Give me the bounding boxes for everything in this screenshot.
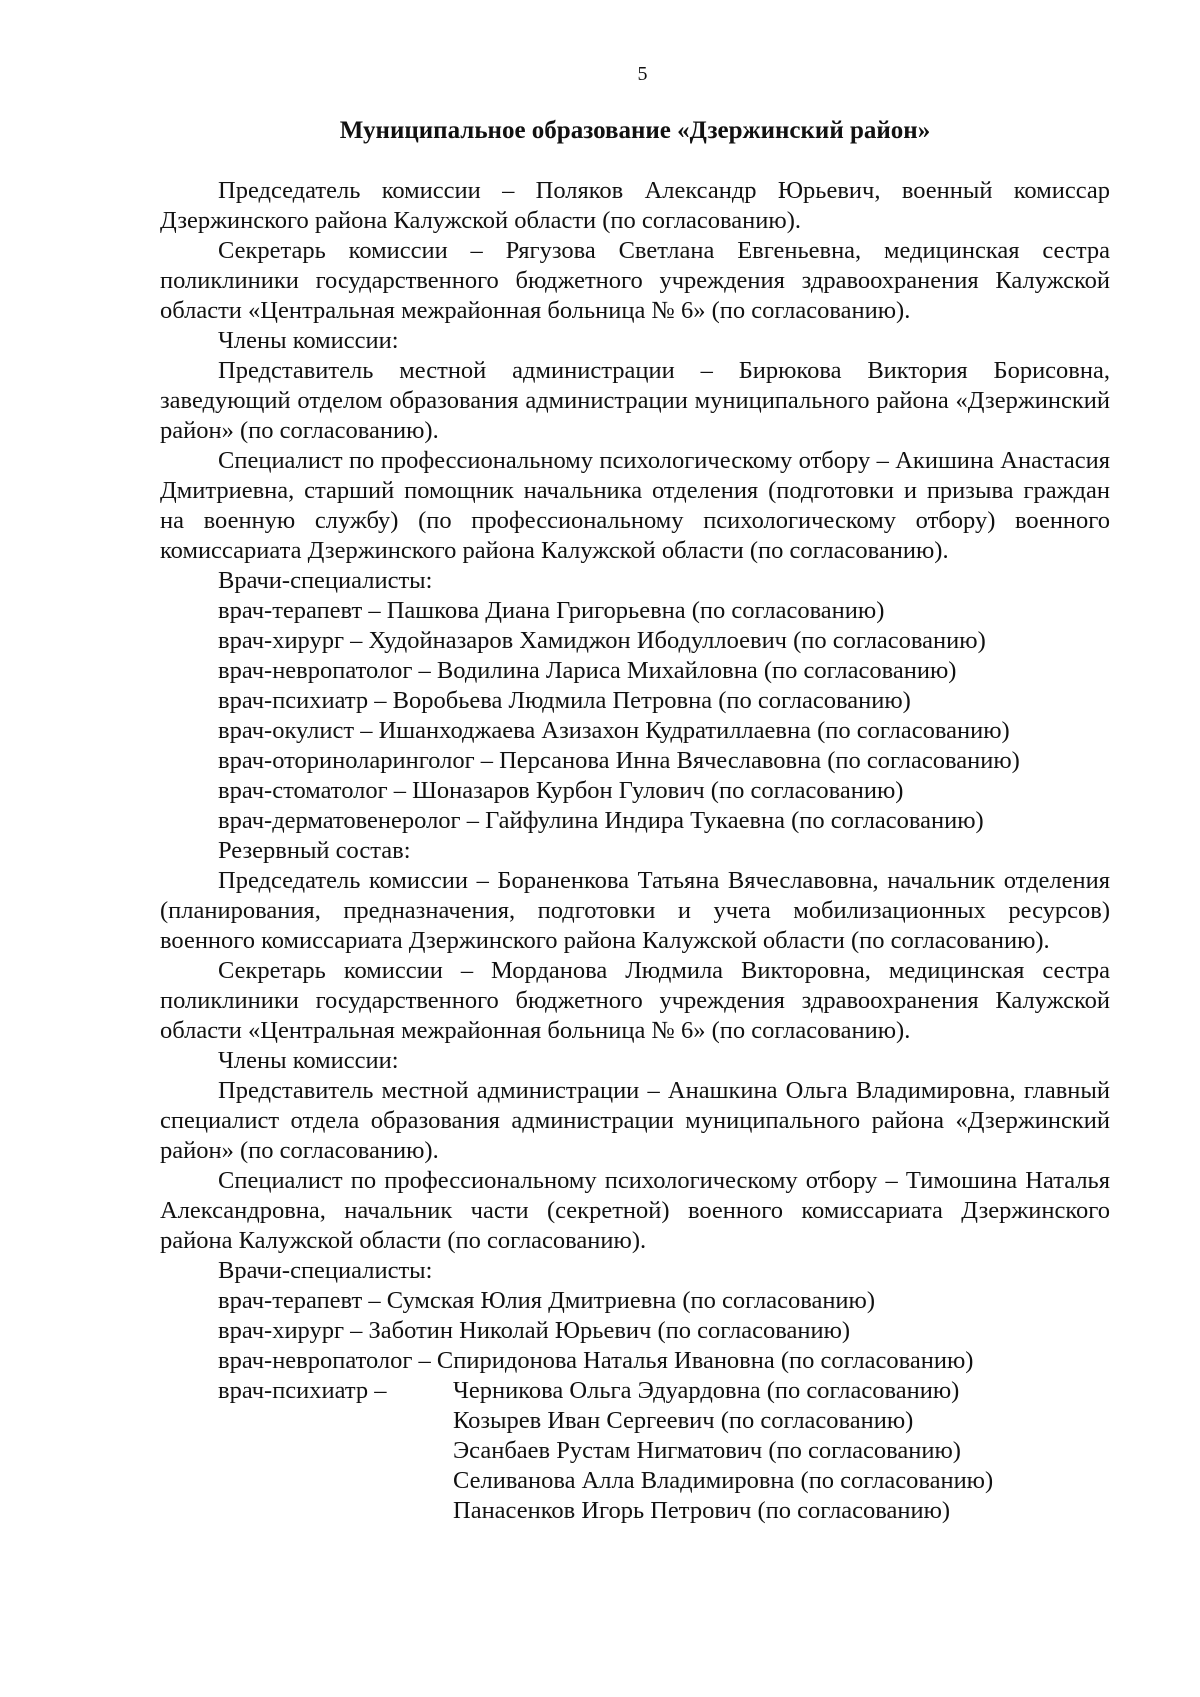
- reserve-members-label: Члены комиссии:: [218, 1047, 399, 1074]
- chairman-paragraph: Председатель комиссии – Поляков Александр Юрьевич, военный комиссар Дзержинского района Калужской области (по согласованию).: [160, 177, 1110, 234]
- reserve-doctors-list: [160, 1286, 1110, 1376]
- list-item: Панасенков Игорь Петрович (по согласованию): [453, 1497, 951, 1524]
- section-title: Муниципальное образование «Дзержинский район»: [339, 117, 931, 144]
- list-item: Селиванова Алла Владимировна (по согласованию): [453, 1467, 994, 1494]
- list-item: Черникова Ольга Эдуардовна (по согласованию): [453, 1377, 960, 1404]
- list-item: врач-невропатолог – Водилина Лариса Михайловна (по согласованию): [218, 657, 957, 684]
- psychology-specialist-paragraph: Специалист по профессиональному психологическому отбору – Акишина Анастасия Дмитриевна, старший помощник начальника отделения (подготовки и призыва граждан на военную службу) (по профессиональному психологическому отбору) военного комиссариата Дзержинского района Калужской области (по согласованию).: [160, 447, 1110, 564]
- list-item: врач-терапевт – Сумская Юлия Дмитриевна (по согласованию): [218, 1287, 876, 1314]
- page-number: 5: [637, 63, 648, 85]
- secretary-paragraph: Секретарь комиссии – Рягузова Светлана Евгеньевна, медицинская сестра поликлиники государственного бюджетного учреждения здравоохранения Калужской области «Центральная межрайонная больница № 6» (по согласованию).: [160, 237, 1110, 324]
- list-item: врач-хирург – Худойназаров Хамиджон Ибодуллоевич (по согласованию): [218, 627, 986, 654]
- list-item: Эсанбаев Рустам Нигматович (по согласованию): [453, 1437, 961, 1464]
- members-label: Члены комиссии:: [218, 327, 399, 354]
- doctors-list: [160, 596, 1110, 836]
- list-item: врач-стоматолог – Шоназаров Курбон Гулович (по согласованию): [218, 777, 904, 804]
- list-item: врач-дерматовенеролог – Гайфулина Индира Тукаевна (по согласованию): [218, 807, 984, 834]
- doctors-label: Врачи-специалисты:: [218, 567, 433, 594]
- document-page: [160, 62, 1110, 1526]
- list-item: врач-хирург – Заботин Николай Юрьевич (по согласованию): [218, 1317, 851, 1344]
- admin-representative-paragraph: Представитель местной администрации – Бирюкова Виктория Борисовна, заведующий отделом образования администрации муниципального района «Дзержинский район» (по согласованию).: [160, 357, 1110, 444]
- psychiatrist-label: врач-психиатр –: [218, 1377, 387, 1404]
- reserve-psychology-specialist-paragraph: Специалист по профессиональному психологическому отбору – Тимошина Наталья Александровна, начальник части (секретной) военного комиссариата Дзержинского района Калужской области (по согласованию).: [160, 1167, 1110, 1254]
- list-item: врач-окулист – Ишанходжаева Азизахон Кудратиллаевна (по согласованию): [218, 717, 1010, 744]
- psychiatrist-row: [160, 1376, 1110, 1406]
- list-item: врач-невропатолог – Спиридонова Наталья Ивановна (по согласованию): [218, 1347, 974, 1374]
- reserve-admin-representative-paragraph: Представитель местной администрации – Анашкина Ольга Владимировна, главный специалист отдела образования администрации муниципального района «Дзержинский район» (по согласованию).: [160, 1077, 1110, 1164]
- list-item: врач-оториноларинголог – Персанова Инна Вячеславовна (по согласованию): [218, 747, 1020, 774]
- list-item: Козырев Иван Сергеевич (по согласованию): [453, 1407, 914, 1434]
- reserve-secretary-paragraph: Секретарь комиссии – Морданова Людмила Викторовна, медицинская сестра поликлиники государственного бюджетного учреждения здравоохранения Калужской области «Центральная межрайонная больница № 6» (по согласованию).: [160, 957, 1110, 1044]
- reserve-chairman-paragraph: Председатель комиссии – Бораненкова Татьяна Вячеславовна, начальник отделения (планирования, предназначения, подготовки и учета мобилизационных ресурсов) военного комиссариата Дзержинского района Калужской области (по согласованию).: [160, 867, 1110, 954]
- reserve-doctors-label: Врачи-специалисты:: [218, 1257, 433, 1284]
- list-item: врач-терапевт – Пашкова Диана Григорьевна (по согласованию): [218, 597, 885, 624]
- list-item: врач-психиатр – Воробьева Людмила Петровна (по согласованию): [218, 687, 911, 714]
- psychiatrist-list: [160, 1406, 1110, 1526]
- reserve-label: Резервный состав:: [218, 837, 411, 864]
